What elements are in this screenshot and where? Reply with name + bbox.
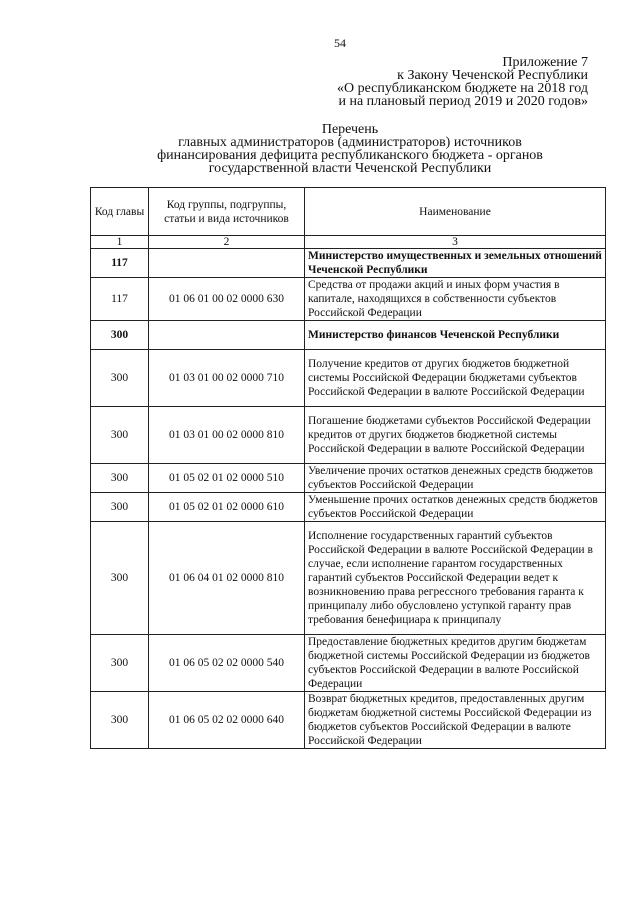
appendix-header <box>168 56 588 108</box>
appendix-line: «О республиканском бюджете на 2018 год <box>337 81 588 96</box>
code-cell: 300 <box>91 321 149 350</box>
source-code-cell: 01 06 05 02 02 0000 640 <box>149 692 305 749</box>
code-cell: 300 <box>91 350 149 407</box>
code-cell: 300 <box>91 493 149 522</box>
table-row <box>91 522 606 635</box>
appendix-line: и на плановый период 2019 и 2020 годов» <box>338 94 588 109</box>
header-source-code: Код группы, подгруппы, статьи и вида источников <box>149 188 305 236</box>
name-cell: Министерство финансов Чеченской Республики <box>305 321 606 350</box>
source-code-cell: 01 03 01 00 02 0000 710 <box>149 350 305 407</box>
title-line: главных администраторов (администраторов) источников <box>178 135 522 150</box>
name-cell: Исполнение государственных гарантий субъектов Российской Федерации в валюте Российской Федерации в случае, если исполнение гарантом государственных гарантий субъектов Российской Федерации ведет к возникновению права регрессного требования гаранта к принципалу либо обусловлено уступкой гаранту прав требования бенефициара к принципалу <box>305 522 606 635</box>
table-row <box>91 278 606 321</box>
source-code-cell: 01 06 05 02 02 0000 540 <box>149 635 305 692</box>
code-cell: 300 <box>91 635 149 692</box>
title-line: государственной власти Чеченской Республики <box>208 161 492 176</box>
name-cell: Увеличение прочих остатков денежных средств бюджетов субъектов Российской Федерации <box>305 464 606 493</box>
source-code-cell: 01 06 01 00 02 0000 630 <box>149 278 305 321</box>
table-row <box>91 350 606 407</box>
source-code-cell: 01 05 02 01 02 0000 510 <box>149 464 305 493</box>
name-cell: Средства от продажи акций и иных форм участия в капитале, находящихся в собственности субъектов Российской Федерации <box>305 278 606 321</box>
code-cell: 117 <box>91 249 149 278</box>
name-cell: Уменьшение прочих остатков денежных средств бюджетов субъектов Российской Федерации <box>305 493 606 522</box>
index-cell: 1 <box>91 236 149 249</box>
table-row <box>91 692 606 749</box>
title-line: финансирования дефицита республиканского бюджета - органов <box>157 148 543 163</box>
appendix-line: к Закону Чеченской Республики <box>397 68 588 83</box>
name-cell: Предоставление бюджетных кредитов другим бюджетам бюджетной системы Российской Федерации из бюджетов субъектов Российской Федерации в валюте Российской Федерации <box>305 635 606 692</box>
code-cell: 300 <box>91 407 149 464</box>
source-code-cell <box>149 249 305 278</box>
index-cell: 2 <box>149 236 305 249</box>
table-row <box>91 635 606 692</box>
table-row <box>91 249 606 278</box>
table-header-row <box>91 188 606 236</box>
source-code-cell <box>149 321 305 350</box>
table-row <box>91 407 606 464</box>
sources-table <box>90 187 606 749</box>
name-cell: Погашение бюджетами субъектов Российской Федерации кредитов от других бюджетов бюджетной системы Российской Федерации в валюте Российской Федерации <box>305 407 606 464</box>
code-cell: 300 <box>91 522 149 635</box>
table-row <box>91 464 606 493</box>
source-code-cell: 01 03 01 00 02 0000 810 <box>149 407 305 464</box>
name-cell: Министерство имущественных и земельных отношений Чеченской Республики <box>305 249 606 278</box>
document-title <box>80 123 620 175</box>
code-cell: 300 <box>91 692 149 749</box>
table-index-row <box>91 236 606 249</box>
source-code-cell: 01 05 02 01 02 0000 610 <box>149 493 305 522</box>
source-code-cell: 01 06 04 01 02 0000 810 <box>149 522 305 635</box>
code-cell: 117 <box>91 278 149 321</box>
table-row <box>91 493 606 522</box>
index-cell: 3 <box>305 236 606 249</box>
header-code: Код главы <box>91 188 149 236</box>
appendix-line: Приложение 7 <box>502 55 588 70</box>
header-name: Наименование <box>305 188 606 236</box>
name-cell: Возврат бюджетных кредитов, предоставленных другим бюджетам бюджетной системы Российской Федерации из бюджетов субъектов Российской Федерации в валюте Российской Федерации <box>305 692 606 749</box>
code-cell: 300 <box>91 464 149 493</box>
name-cell: Получение кредитов от других бюджетов бюджетной системы Российской Федерации бюджетами субъектов Российской Федерации в валюте Российской Федерации <box>305 350 606 407</box>
page-number: 54 <box>334 36 346 50</box>
table-row <box>91 321 606 350</box>
title-line: Перечень <box>321 122 379 137</box>
